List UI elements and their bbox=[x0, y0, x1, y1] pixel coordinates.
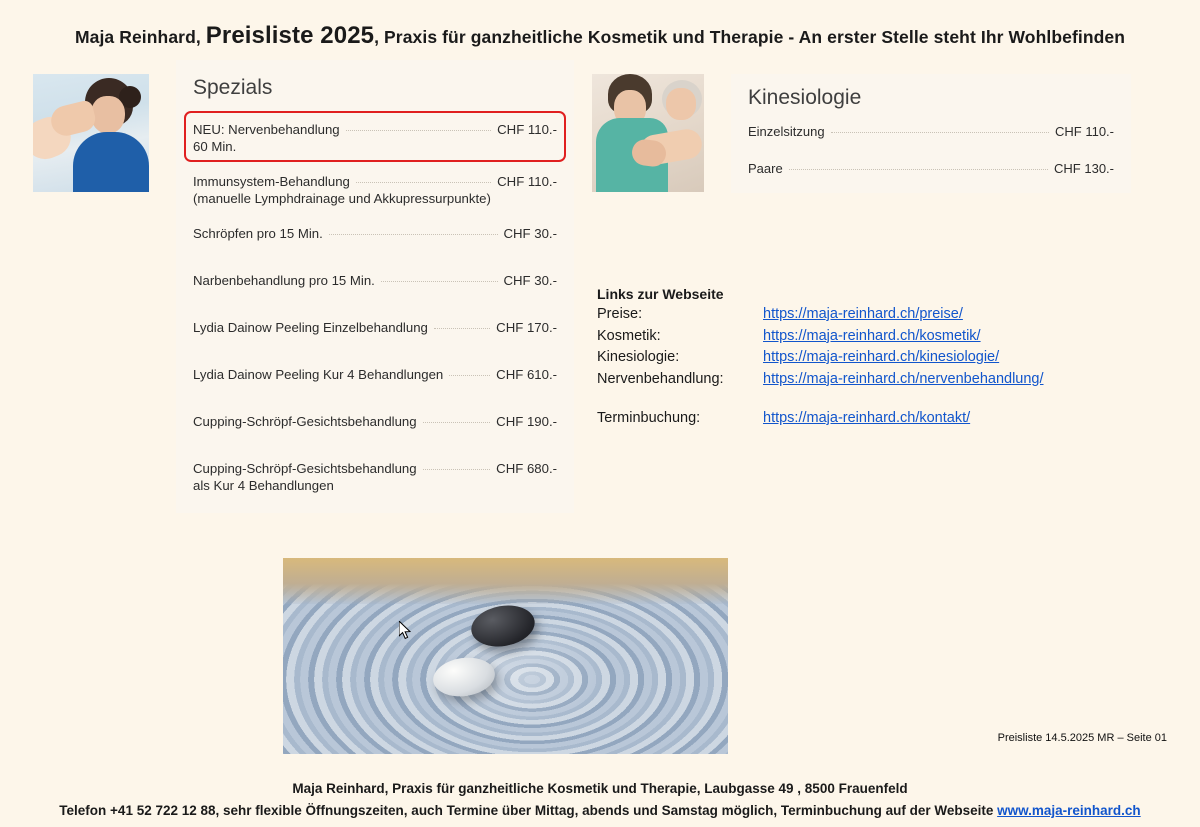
item-label: Schröpfen pro 15 Min. bbox=[193, 226, 323, 241]
link-label: Nervenbehandlung: bbox=[597, 370, 724, 387]
header-tagline: , Praxis für ganzheitliche Kosmetik und Therapie - An erster Stelle steht Ihr Wohlbefinden bbox=[374, 27, 1126, 47]
mouse-cursor bbox=[399, 621, 411, 640]
leader-dots bbox=[356, 182, 491, 183]
photo-detail-light-stone bbox=[431, 654, 498, 700]
item-price: CHF 680.- bbox=[496, 461, 557, 476]
photo-detail-client-face bbox=[666, 88, 696, 120]
item-sub: als Kur 4 Behandlungen bbox=[193, 478, 334, 493]
list-item bbox=[193, 226, 557, 241]
list-item bbox=[193, 414, 557, 429]
document-title: Preisliste 2025 bbox=[205, 22, 375, 49]
item-price: CHF 30.- bbox=[503, 273, 557, 288]
item-label: Paare bbox=[748, 161, 783, 176]
website-links-block bbox=[597, 286, 1117, 431]
link-row-preise bbox=[597, 305, 1117, 325]
footer-website-link[interactable]: www.maja-reinhard.ch bbox=[997, 803, 1141, 818]
photo-detail-face bbox=[91, 96, 125, 134]
leader-dots bbox=[789, 169, 1048, 170]
item-label: NEU: Nervenbehandlung bbox=[193, 122, 340, 137]
page-footer bbox=[0, 778, 1200, 822]
list-item bbox=[193, 461, 557, 476]
link-label: Kosmetik: bbox=[597, 327, 661, 344]
link-row-nervenbehandlung bbox=[597, 370, 1117, 390]
leader-dots bbox=[423, 422, 491, 423]
photo-zen-stones bbox=[283, 558, 728, 754]
kinesiologie-title: Kinesiologie bbox=[748, 86, 862, 109]
leader-dots bbox=[449, 375, 490, 376]
list-item bbox=[193, 273, 557, 288]
item-label: Lydia Dainow Peeling Einzelbehandlung bbox=[193, 320, 428, 335]
item-sub: 60 Min. bbox=[193, 139, 237, 154]
link-url-terminbuchung[interactable]: https://maja-reinhard.ch/kontakt/ bbox=[763, 410, 971, 426]
link-url-kosmetik[interactable]: https://maja-reinhard.ch/kosmetik/ bbox=[763, 327, 981, 344]
spezials-rows bbox=[176, 100, 574, 493]
leader-dots bbox=[346, 130, 492, 131]
footer-contact-text: Telefon +41 52 722 12 88, sehr flexible Öffnungszeiten, auch Termine über Mittag, abends und Samstag möglich, Terminbuchung auf der Webseite bbox=[59, 803, 998, 818]
link-row-kinesiologie bbox=[597, 348, 1117, 368]
list-item bbox=[748, 124, 1114, 139]
list-item bbox=[193, 122, 557, 137]
link-row-terminbuchung bbox=[597, 409, 1117, 429]
leader-dots bbox=[381, 281, 498, 282]
link-row-kosmetik bbox=[597, 327, 1117, 347]
photo-detail-dark-stone bbox=[468, 601, 538, 652]
item-price: CHF 110.- bbox=[497, 122, 557, 137]
leader-dots bbox=[329, 234, 498, 235]
item-sub: (manuelle Lymphdrainage und Akkupressurpunkte) bbox=[193, 191, 491, 206]
list-item bbox=[748, 161, 1114, 176]
leader-dots bbox=[434, 328, 490, 329]
photo-neck-treatment bbox=[33, 74, 149, 192]
item-price: CHF 170.- bbox=[496, 320, 557, 335]
item-price: CHF 190.- bbox=[496, 414, 557, 429]
spezials-title: Spezials bbox=[193, 76, 273, 99]
photo-arm-treatment bbox=[592, 74, 704, 192]
item-price: CHF 130.- bbox=[1054, 161, 1114, 176]
list-item bbox=[193, 367, 557, 382]
leader-dots bbox=[423, 469, 491, 470]
link-url-nervenbehandlung[interactable]: https://maja-reinhard.ch/nervenbehandlung/ bbox=[763, 370, 1044, 387]
page-title bbox=[0, 22, 1200, 50]
item-label: Cupping-Schröpf-Gesichtsbehandlung bbox=[193, 414, 417, 429]
link-label: Kinesiologie: bbox=[597, 349, 680, 365]
link-label: Preise: bbox=[597, 306, 643, 322]
kinesiologie-card bbox=[731, 74, 1131, 193]
list-item bbox=[193, 174, 557, 189]
practitioner-name: Maja Reinhard, bbox=[74, 27, 206, 47]
page-note: Preisliste 14.5.2025 MR – Seite 01 bbox=[997, 732, 1167, 744]
leader-dots bbox=[831, 132, 1049, 133]
link-label: Terminbuchung: bbox=[597, 410, 701, 426]
footer-address: Maja Reinhard, Praxis für ganzheitliche Kosmetik und Therapie, Laubgasse 49 , 8500 Frauenfeld bbox=[292, 781, 908, 796]
item-price: CHF 30.- bbox=[503, 226, 557, 241]
item-price: CHF 110.- bbox=[1055, 124, 1114, 139]
kinesiologie-rows bbox=[731, 110, 1131, 176]
item-label: Einzelsitzung bbox=[748, 124, 825, 139]
photo-detail-body bbox=[73, 132, 149, 192]
photo-detail-sand bbox=[283, 558, 728, 604]
list-item bbox=[193, 320, 557, 335]
link-url-preise[interactable]: https://maja-reinhard.ch/preise/ bbox=[763, 306, 963, 322]
item-label: Lydia Dainow Peeling Kur 4 Behandlungen bbox=[193, 367, 444, 382]
links-title: Links zur Webseite bbox=[597, 286, 724, 302]
item-label: Immunsystem-Behandlung bbox=[193, 174, 350, 189]
item-label: Cupping-Schröpf-Gesichtsbehandlung bbox=[193, 461, 417, 476]
item-label: Narbenbehandlung pro 15 Min. bbox=[193, 273, 375, 288]
link-url-kinesiologie[interactable]: https://maja-reinhard.ch/kinesiologie/ bbox=[763, 349, 1000, 365]
item-price: CHF 110.- bbox=[497, 174, 557, 189]
footer-contact bbox=[0, 800, 1200, 822]
spezials-card bbox=[176, 60, 574, 513]
item-price: CHF 610.- bbox=[496, 367, 557, 382]
